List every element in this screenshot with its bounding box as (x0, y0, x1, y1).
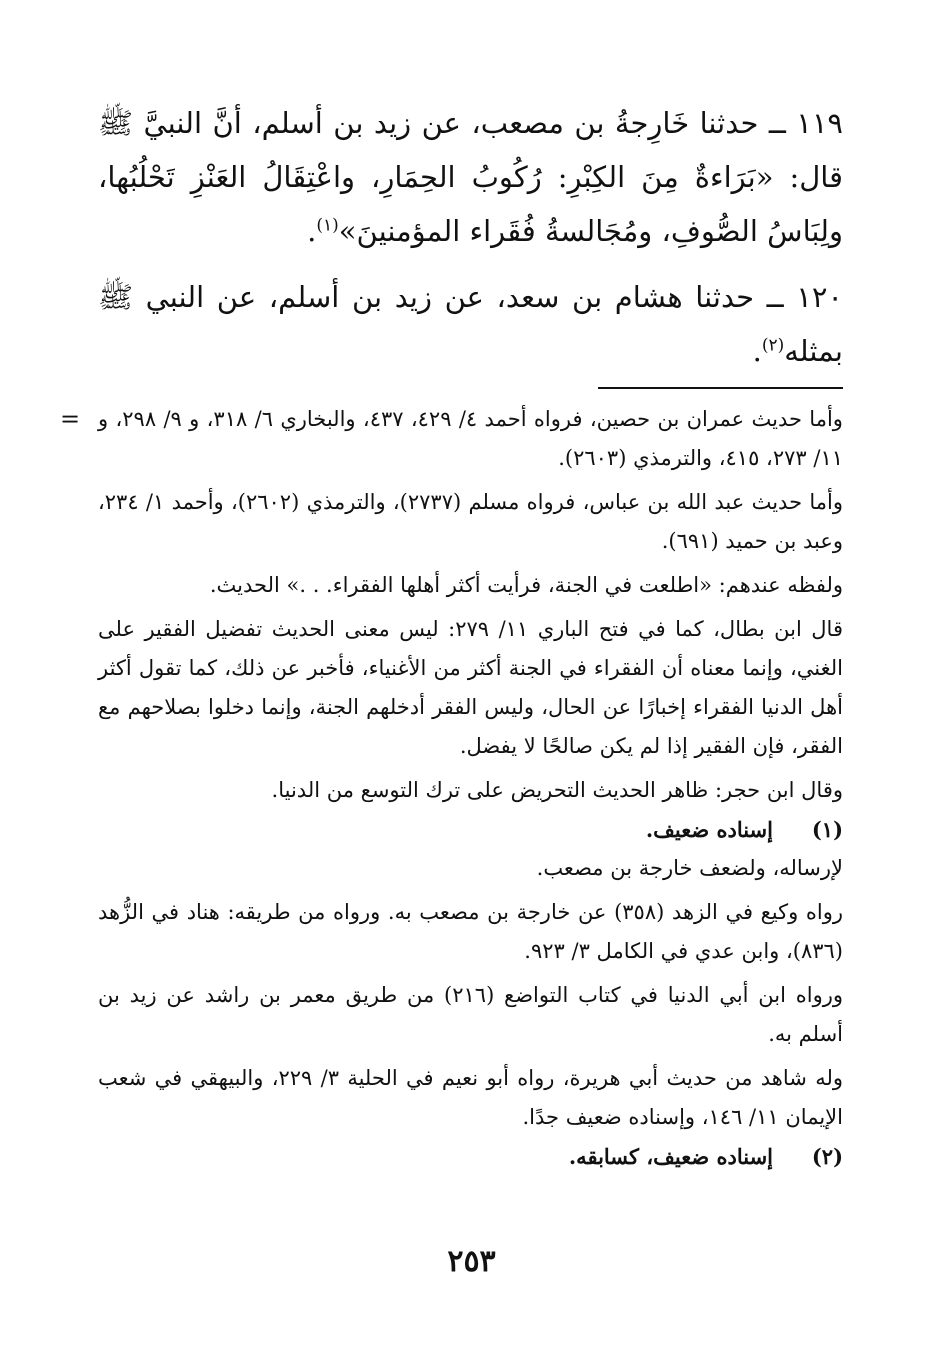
footnote-paragraph: ورواه ابن أبي الدنيا في كتاب التواضع (٢١٦) من طريق معمر بن راشد عن زيد بن أسلم به. (98, 983, 843, 1046)
hadith-text: ــ حدثنا هشام بن سعد، عن زيد بن أسلم، عن النبي ﷺ بمثله (98, 280, 843, 368)
hadith-119 (98, 96, 843, 258)
footnote-heading: إسناده ضعيف، كسابقه. (568, 1144, 773, 1169)
footnote-continuation-paragraph: وقال ابن حجر: ظاهر الحديث التحريض على ترك التوسع من الدنيا. (271, 778, 843, 802)
footnote-1 (98, 810, 843, 849)
footnote-continuation-paragraph: وأما حديث عمران بن حصين، فرواه أحمد ٤/ ٤٢٩، ٤٣٧، والبخاري ٦/ ٣١٨، و ٩/ ٢٩٨، و ١١/ ٢٧٣، ٤١٥، والترمذي (٢٦٠٣). (98, 407, 843, 470)
footnote-ref[interactable]: (١) (316, 215, 339, 236)
footnotes-section (60, 400, 844, 1176)
footnote-heading: إسناده ضعيف. (645, 817, 773, 842)
footnote-divider (598, 387, 843, 389)
hadith-text: ــ حدثنا خَارِجةُ بن مصعب، عن زيد بن أسلم، أنَّ النبيَّ ﷺ قال: «بَرَاءةٌ مِنَ الكِبْرِ: رُكُوبُ الحِمَارِ، واعْتِقَالُ العَنْزِ تَحْلُبُها، ولِبَاسُ الصُّوفِ، ومُجَالسةُ فُقَراء المؤمنينَ» (98, 106, 843, 248)
continuation-mark: = (60, 405, 81, 433)
footnote-paragraph: وله شاهد من حديث أبي هريرة، رواه أبو نعيم في الحلية ٣/ ٢٢٩، والبيهقي في شعب الإيمان ١١/ ١٤٦، وإسناده ضعيف جدًا. (98, 1066, 843, 1129)
footnote-number: (١) (811, 817, 843, 842)
hadith-end: . (752, 334, 762, 368)
hadith-end: . (307, 214, 317, 248)
footnote-number: (٢) (811, 1144, 843, 1169)
footnote-paragraph: لإرساله، ولضعف خارجة بن مصعب. (536, 856, 843, 880)
footnote-2 (98, 1137, 843, 1176)
footnote-paragraph: رواه وكيع في الزهد (٣٥٨) عن خارجة بن مصعب به. ورواه من طريقه: هناد في الزُّهد (٨٣٦)، وابن عدي في الكامل ٣/ ٩٢٣. (98, 900, 844, 963)
footnote-continuation-paragraph: وأما حديث عبد الله بن عباس، فرواه مسلم (٢٧٣٧)، والترمذي (٢٦٠٢)، وأحمد ١/ ٢٣٤، وعبد بن حميد (٦٩١). (98, 490, 843, 553)
page-number: ٢٥٣ (447, 1244, 496, 1279)
hadith-number: ١٢٠ (796, 280, 844, 314)
footnote-continuation-paragraph: قال ابن بطال، كما في فتح الباري ١١/ ٢٧٩: ليس معنى الحديث تفضيل الفقير على الغني، وإنما معناه أن الفقراء في الجنة أكثر من الأغنياء، فأخبر عن ذلك، كما تقول أكثر أهل الدنيا الفقراء إخبارًا عن الحال، وليس الفقر أدخلهم الجنة، وإنما دخلوا بصلاحهم مع الفقر، فإن الفقير إذا لم يكن صالحًا لا يفضل. (98, 617, 843, 758)
hadith-number: ١١٩ (796, 106, 843, 140)
footnote-continuation-paragraph: ولفظه عندهم: «اطلعت في الجنة، فرأيت أكثر أهلها الفقراء. . .» الحديث. (209, 573, 843, 597)
footnote-ref[interactable]: (٢) (761, 335, 785, 356)
hadith-120 (98, 270, 843, 378)
